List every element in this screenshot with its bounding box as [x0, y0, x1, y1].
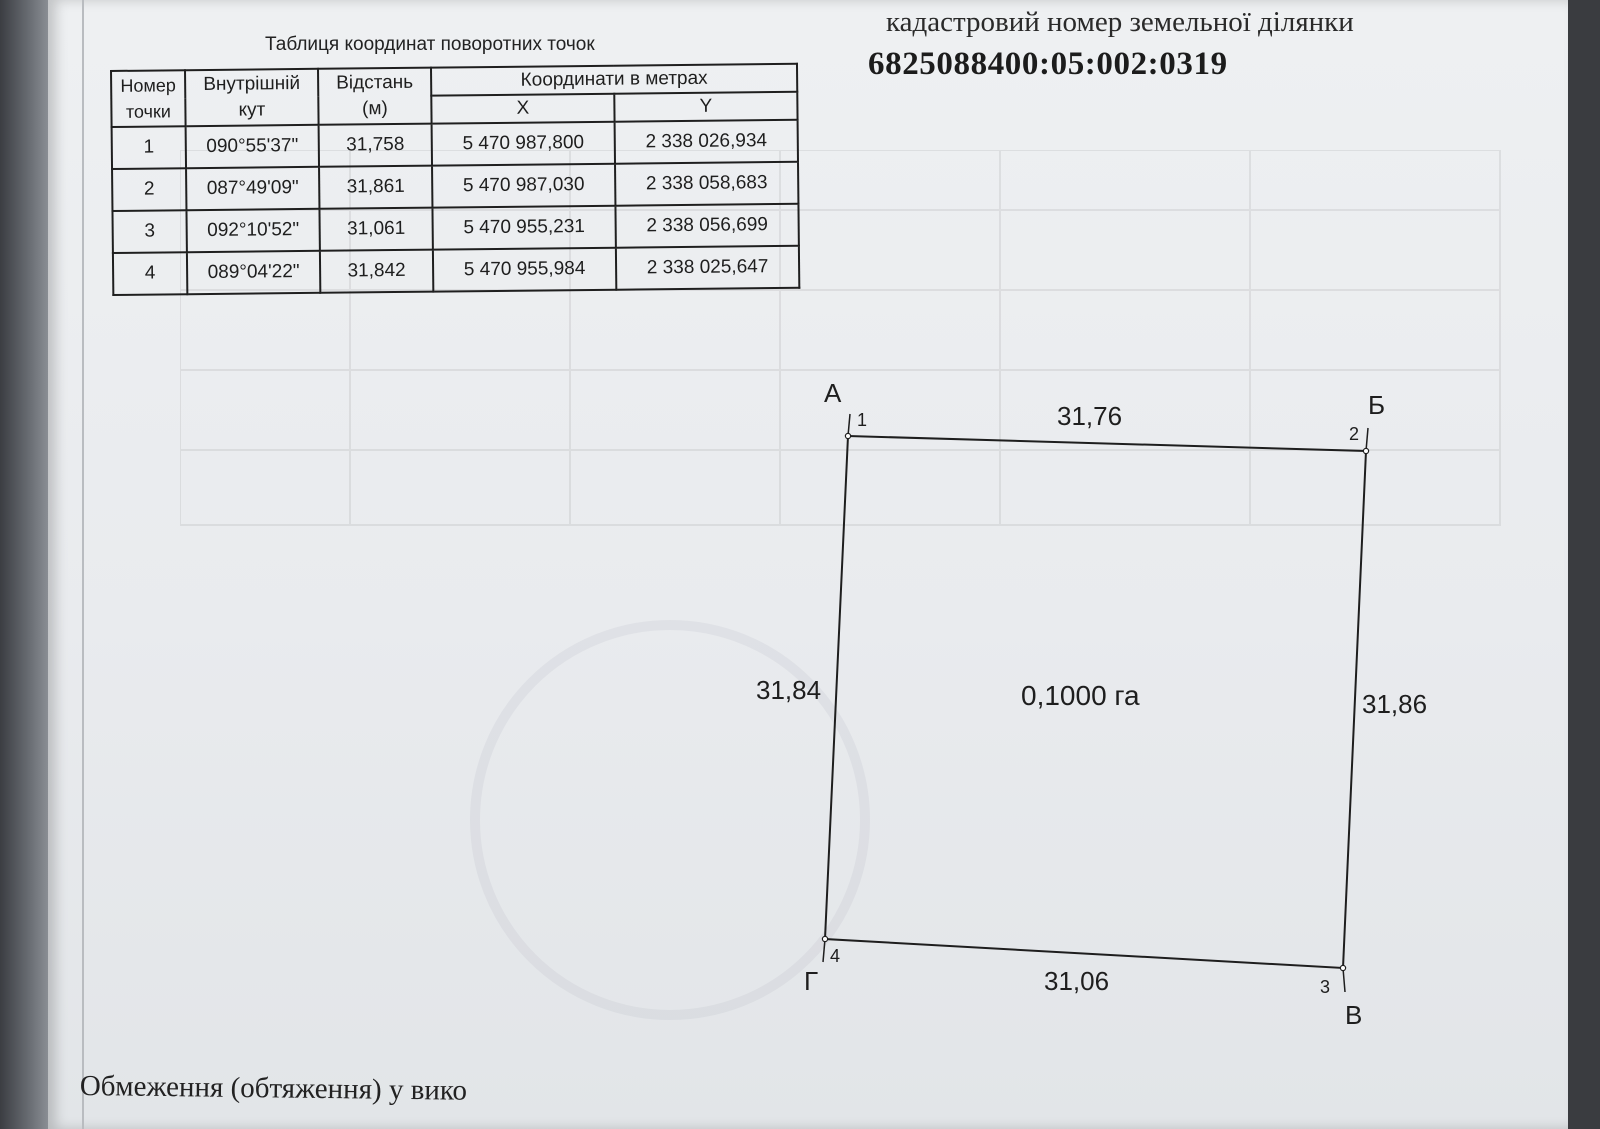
cell-angle: 090°55'37" — [186, 125, 319, 168]
header-inner-angle-line2: кут — [238, 99, 266, 121]
cell-point-number: 2 — [112, 168, 186, 211]
corner-letter-b: Б — [1368, 390, 1386, 420]
point-number-3: 3 — [1320, 977, 1331, 997]
header-inner-angle-line1: Внутрішній — [203, 73, 301, 96]
cell-angle: 089°04'22" — [187, 251, 320, 294]
corner-letter-g: Г — [804, 966, 819, 996]
side-length-right: 31,86 — [1362, 689, 1428, 719]
cell-point-number: 4 — [113, 252, 187, 295]
header-y: Y — [614, 92, 797, 122]
point-number-2: 2 — [1349, 424, 1360, 444]
cell-y: 2 338 058,683 — [615, 162, 798, 206]
cell-x: 5 470 987,800 — [432, 122, 615, 166]
cell-point-number: 1 — [112, 126, 186, 169]
point-number-1: 1 — [857, 410, 868, 430]
point-number-4: 4 — [830, 946, 841, 966]
header-point-number-line1: Номер — [120, 75, 176, 96]
cadastral-label: кадастровий номер земельної ділянки — [886, 6, 1354, 38]
cell-y: 2 338 025,647 — [616, 246, 799, 290]
side-length-left: 31,84 — [756, 675, 822, 705]
table-title: Таблиця координат поворотних точок — [265, 34, 595, 55]
parcel-area: 0,1000 га — [1021, 680, 1140, 711]
cell-y: 2 338 026,934 — [615, 120, 798, 164]
header-coordinates: Координати в метрах — [431, 64, 797, 96]
encumbrance-heading: Обмеження (обтяження) у вико — [79, 1070, 468, 1107]
corner-letter-v: В — [1345, 1000, 1363, 1030]
header-point-number-line2: точки — [125, 101, 172, 122]
cell-point-number: 3 — [112, 210, 186, 253]
side-length-bottom: 31,06 — [1044, 966, 1110, 996]
header-x: X — [431, 94, 614, 124]
header-distance-line2: (м) — [361, 98, 388, 120]
cell-x: 5 470 955,984 — [433, 248, 616, 292]
cell-distance: 31,061 — [319, 208, 432, 251]
side-length-top: 31,76 — [1057, 401, 1123, 431]
header-distance-line1: Відстань — [336, 71, 414, 94]
cell-angle: 092°10'52" — [186, 209, 319, 252]
cell-y: 2 338 056,699 — [615, 204, 798, 248]
cadastral-number: 6825088400:05:002:0319 — [868, 46, 1228, 82]
cell-angle: 087°49'09" — [186, 167, 319, 210]
cell-x: 5 470 955,231 — [432, 206, 615, 250]
cell-x: 5 470 987,030 — [432, 164, 615, 208]
cell-distance: 31,758 — [319, 124, 432, 167]
cell-distance: 31,842 — [320, 250, 433, 293]
cell-distance: 31,861 — [319, 166, 432, 209]
corner-letter-a: А — [824, 378, 842, 408]
